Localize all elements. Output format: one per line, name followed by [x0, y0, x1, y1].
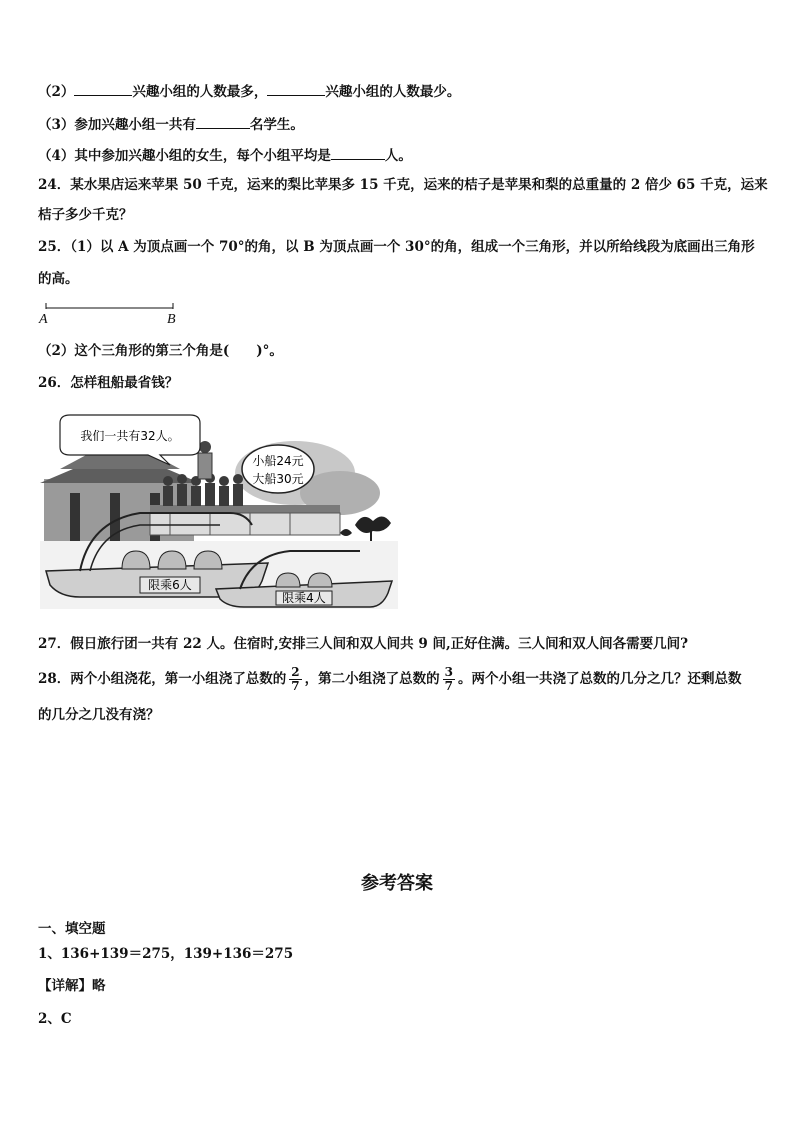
q27-line: 27．假日旅行团一共有 22 人。住宿时,安排三人间和双人间共 9 间,正好住满。三人间和双人间各需要几间? — [38, 636, 689, 652]
boat-rental-illustration — [40, 413, 398, 609]
q28-text-c: 。两个小组一共浇了总数的几分之几？还剩总数 — [458, 671, 742, 687]
q23-line-3 — [38, 114, 304, 134]
q25-line-1: 25．（1）以 A 为顶点画一个 70°的角，以 B 为顶点画一个 30°的角，组成一个三角形，并以所给线段为底画出三角形 — [38, 239, 755, 255]
point-a-label: A — [39, 312, 48, 327]
q28-text-a: 28．两个小组浇花，第一小组浇了总数的 — [38, 671, 287, 687]
fraction-three-sevenths — [443, 666, 455, 693]
answer-blank[interactable] — [331, 145, 385, 160]
q24-line-1: 24．某水果店运来苹果 50 千克，运来的梨比苹果多 15 千克，运来的桔子是苹果和梨的总重量的 2 倍少 65 千克，运来 — [38, 177, 768, 193]
q23-line-4 — [38, 145, 412, 165]
fraction-denominator: 7 — [291, 679, 300, 693]
answer-1: 1、136+139＝275，139+136＝275 — [38, 946, 294, 962]
answers-title: 参考答案 — [361, 873, 433, 894]
q23-2-prefix: （2） — [38, 84, 75, 100]
answer-blank[interactable] — [196, 114, 250, 129]
q23-3-prefix: （3）参加兴趣小组一共有 — [38, 117, 196, 133]
segment-ab — [40, 300, 180, 316]
q23-2-mid: 兴趣小组的人数最多， — [132, 84, 268, 100]
point-b-label: B — [167, 312, 176, 327]
q26-line: 26．怎样租船最省钱？ — [38, 375, 179, 391]
fraction-numerator: 3 — [444, 665, 454, 679]
q25-line-2: 的高。 — [38, 271, 79, 287]
boat-2-capacity: 限乘4人 — [282, 591, 326, 605]
q28-line-2: 的几分之几没有浇？ — [38, 707, 160, 723]
boat-1-capacity: 限乘6人 — [148, 578, 192, 592]
price-big-boat: 大船30元 — [252, 472, 304, 486]
q23-line-2 — [38, 81, 460, 101]
fraction-numerator: 2 — [291, 665, 300, 679]
answer-1-detail: 【详解】略 — [38, 978, 106, 994]
answer-2: 2、C — [38, 1011, 72, 1027]
q28-text-b: ，第二小组浇了总数的 — [304, 671, 440, 687]
answer-blank[interactable] — [267, 81, 325, 96]
q28-line-1 — [38, 666, 742, 693]
speech-bubble-group-size: 我们一共有32人。 — [80, 429, 180, 443]
q23-2-suffix: 兴趣小组的人数最少。 — [325, 84, 461, 100]
fraction-two-sevenths — [289, 666, 301, 693]
q23-4-suffix: 人。 — [384, 148, 412, 164]
fraction-denominator: 7 — [444, 679, 454, 693]
answers-section-heading: 一、填空题 — [38, 921, 106, 937]
q23-3-suffix: 名学生。 — [249, 117, 304, 133]
answer-blank[interactable] — [74, 81, 132, 96]
q25-sub-2: （2）这个三角形的第三个角是( )°。 — [38, 343, 283, 359]
q23-4-prefix: （4）其中参加兴趣小组的女生，每个小组平均是 — [38, 148, 331, 164]
price-small-boat: 小船24元 — [252, 454, 304, 468]
q24-line-2: 桔子多少千克？ — [38, 207, 133, 223]
